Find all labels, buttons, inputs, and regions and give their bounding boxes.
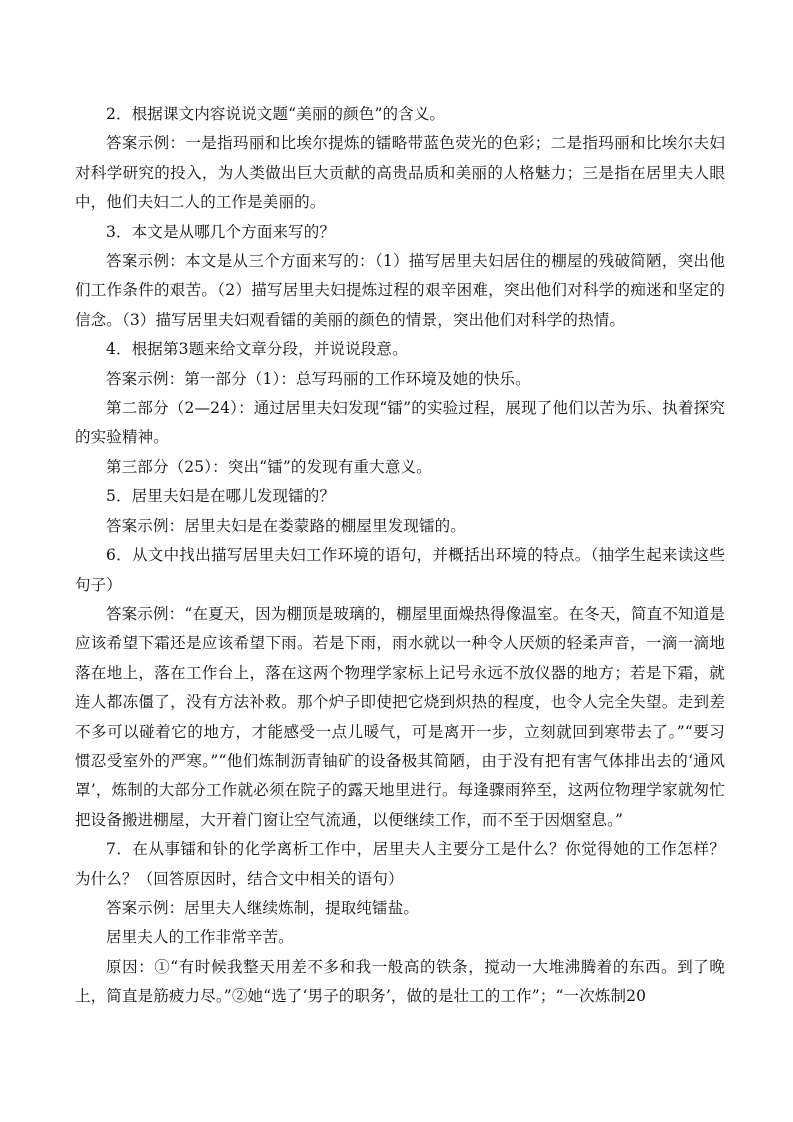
answer-3: 答案示例：本文是从三个方面来写的：（1）描写居里夫妇居住的棚屋的残破简陋，突出他们工作条件的艰苦。（2）描写居里夫妇提炼过程的艰辛困难，突出他们对科学的痴迷和坚定的信念。（3）描写居里夫妇观看镭的美丽的颜色的情景，突出他们对科学的热情。 bbox=[75, 252, 725, 329]
question-7: 7．在从事镭和钋的化学离析工作中，居里夫人主要分工是什么？你觉得她的工作怎样？为什么？（回答原因时，结合文中相关的语句） bbox=[75, 840, 725, 888]
question-2: 2．根据课文内容说说文题“美丽的颜色”的含义。 bbox=[106, 105, 446, 123]
question-3: 3．本文是从哪几个方面来写的？ bbox=[106, 222, 336, 241]
question-5: 5．居里夫妇是在哪儿发现镭的？ bbox=[106, 487, 336, 506]
answer-2: 答案示例：一是指玛丽和比埃尔提炼的镭略带蓝色荧光的色彩；二是指玛丽和比埃尔夫妇对科学研究的投入，为人类做出巨大贡献的高贵品质和美丽的人格魅力；三是指在居里夫人眼中，他们夫妇二人的工作是美丽的。 bbox=[75, 134, 725, 212]
answer-6: 答案示例：“在夏天，因为棚顶是玻璃的，棚屋里面燥热得像温室。在冬天，简直不知道是应该希望下霜还是应该希望下雨。若是下雨，雨水就以一种令人厌烦的轻柔声音，一滴一滴地落在地上，落在工作台上，落在这两个物理学家标上记号永远不放仪器的地方；若是下霜，就连人都冻僵了，没有方法补救。那个炉子即使把它烧到炽热的程度，也令人完全失望。走到差不多可以碰着它的地方，才能感受一点儿暖气，可是离开一步，立刻就回到寒带去了。”“要习惯忍受室外的严寒。”“他们炼制沥青铀矿的设备极其简陋，由于没有把有害气体排出去的‘通风罩’，炼制的大部分工作就必须在院子的露天地里进行。每逢骤雨猝至，这两位物理学家就匆忙把设备搬进棚屋，大开着门窗让空气流通，以便继续工作，而不至于因烟窒息。” bbox=[75, 604, 725, 829]
answer-7-judgement: 居里夫人的工作非常辛苦。 bbox=[106, 928, 294, 947]
question-4: 4．根据第3题来给文章分段，并说说段意。 bbox=[106, 340, 408, 359]
answer-7-reason: 原因：①“有时候我整天用差不多和我一般高的铁条，搅动一大堆沸腾着的东西。到了晚上，简直是筋疲力尽。”②她“选了‘男子的职务’，做的是壮工的工作”；“一次炼制20 bbox=[75, 957, 725, 1006]
document-body bbox=[75, 100, 725, 1012]
answer-5: 答案示例：居里夫妇是在娄蒙路的棚屋里发现镭的。 bbox=[106, 516, 466, 535]
answer-7: 答案示例：居里夫人继续炼制，提取纯镭盐。 bbox=[106, 898, 420, 917]
answer-4-part-1: 答案示例：第一部分（1）：总写玛丽的工作环境及她的快乐。 bbox=[106, 369, 531, 388]
question-6: 6．从文中找出描写居里夫妇工作环境的语句，并概括出环境的特点。（抽学生起来读这些句子） bbox=[75, 546, 725, 594]
answer-4-part-2: 第二部分（2—24）：通过居里夫妇发现“镭”的实验过程，展现了他们以苦为乐、执着探究的实验精神。 bbox=[75, 399, 725, 447]
answer-4-part-3: 第三部分（25）：突出“镭”的发现有重大意义。 bbox=[106, 457, 432, 476]
